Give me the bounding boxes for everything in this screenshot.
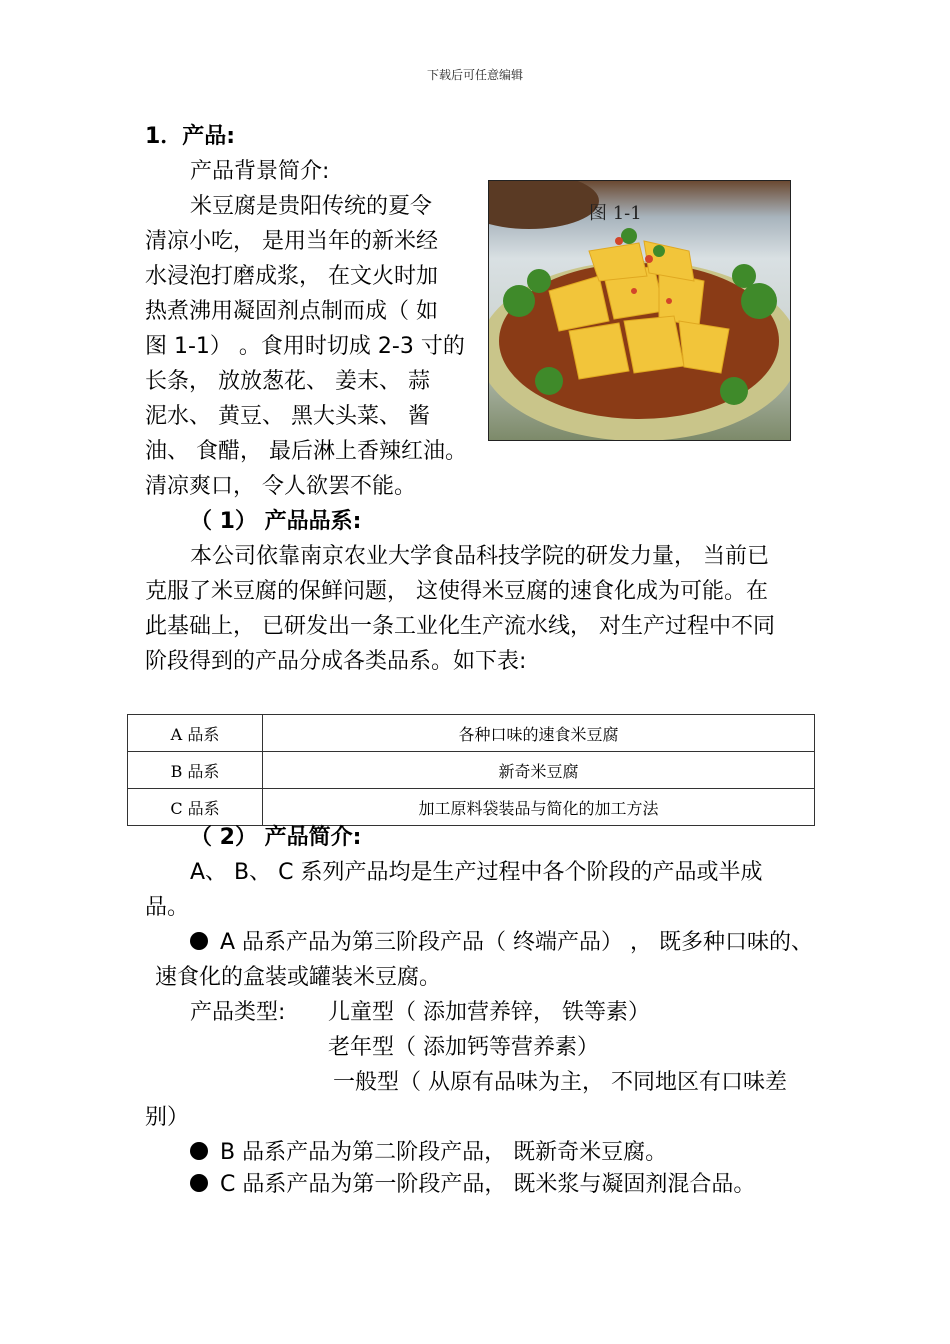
bullet-c-text: C 品系产品为第一阶段产品， 既米浆与凝固剂混合品。 (220, 1172, 756, 1197)
product-series-table (127, 714, 815, 826)
bullet-b-text: B 品系产品为第二阶段产品， 既新奇米豆腐。 (220, 1140, 668, 1165)
bullet-b (190, 1138, 667, 1168)
bullet-a (190, 928, 813, 958)
intro-line: 长条， 放放葱花、 姜末、 蒜 (145, 369, 430, 394)
intro-paragraph-line: 品。 (145, 895, 190, 920)
series-desc-cell: 各种口味的速食米豆腐 (263, 715, 815, 752)
section-title: 1．产品: (145, 124, 236, 149)
table-row (128, 789, 815, 826)
figure-caption: 图 1-1 (589, 203, 642, 224)
type-child: 儿童型（ 添加营养锌， 铁等素） (328, 1000, 650, 1025)
header-note: 下载后可任意编辑 (426, 68, 523, 82)
series-paragraph-line: 本公司依靠南京农业大学食品科技学院的研发力量， 当前已 (190, 544, 769, 569)
series-paragraph-line: 此基础上， 已研发出一条工业化生产流水线， 对生产过程中不同 (145, 614, 775, 639)
table-row (128, 715, 815, 752)
bullet-dot-icon (190, 932, 208, 950)
intro-heading: （ 2） 产品简介: (190, 825, 362, 850)
series-paragraph-line: 克服了米豆腐的保鲜问题， 这使得米豆腐的速食化成为可能。在 (145, 579, 768, 604)
intro-line: 清凉爽口， 令人欲罢不能。 (145, 474, 416, 499)
intro-line: 图 1-1） 。食用时切成 2-3 寸的 (145, 334, 465, 359)
background-heading: 产品背景简介: (190, 159, 330, 184)
intro-line: 泥水、 黄豆、 黑大头菜、 酱 (145, 404, 430, 429)
table-row (128, 752, 815, 789)
series-name-cell: B 品系 (128, 752, 263, 789)
series-desc-cell: 新奇米豆腐 (263, 752, 815, 789)
intro-line: 水浸泡打磨成浆， 在文火时加 (145, 264, 438, 289)
intro-line: 热煮沸用凝固剂点制而成（ 如 (145, 299, 438, 324)
type-general: 一般型（ 从原有品味为主， 不同地区有口味差 (333, 1070, 787, 1095)
series-heading: （ 1） 产品品系: (190, 509, 362, 534)
type-general-continued: 别） (145, 1105, 190, 1130)
intro-line: 清凉小吃， 是用当年的新米经 (145, 229, 438, 254)
series-name-cell: C 品系 (128, 789, 263, 826)
intro-line: 油、 食醋， 最后淋上香辣红油。 (145, 439, 467, 464)
series-paragraph-line: 阶段得到的产品分成各类品系。如下表: (145, 649, 527, 674)
series-desc-cell: 加工原料袋装品与简化的加工方法 (263, 789, 815, 826)
bullet-a-continued: 速食化的盒装或罐装米豆腐。 (155, 965, 442, 990)
bullet-dot-icon (190, 1142, 208, 1160)
bullet-dot-icon (190, 1174, 208, 1192)
intro-paragraph-line: A、 B、 C 系列产品均是生产过程中各个阶段的产品或半成 (190, 860, 763, 885)
rice-tofu-photo (488, 180, 791, 441)
bullet-c (190, 1170, 755, 1200)
types-label: 产品类型: (190, 1000, 286, 1025)
bullet-a-text: A 品系产品为第三阶段产品（ 终端产品） ， 既多种口味的、 (220, 930, 814, 955)
intro-line: 米豆腐是贵阳传统的夏令 (190, 194, 433, 219)
type-elder: 老年型（ 添加钙等营养素） (328, 1035, 599, 1060)
series-name-cell: A 品系 (128, 715, 263, 752)
bowl-shape (489, 181, 599, 229)
